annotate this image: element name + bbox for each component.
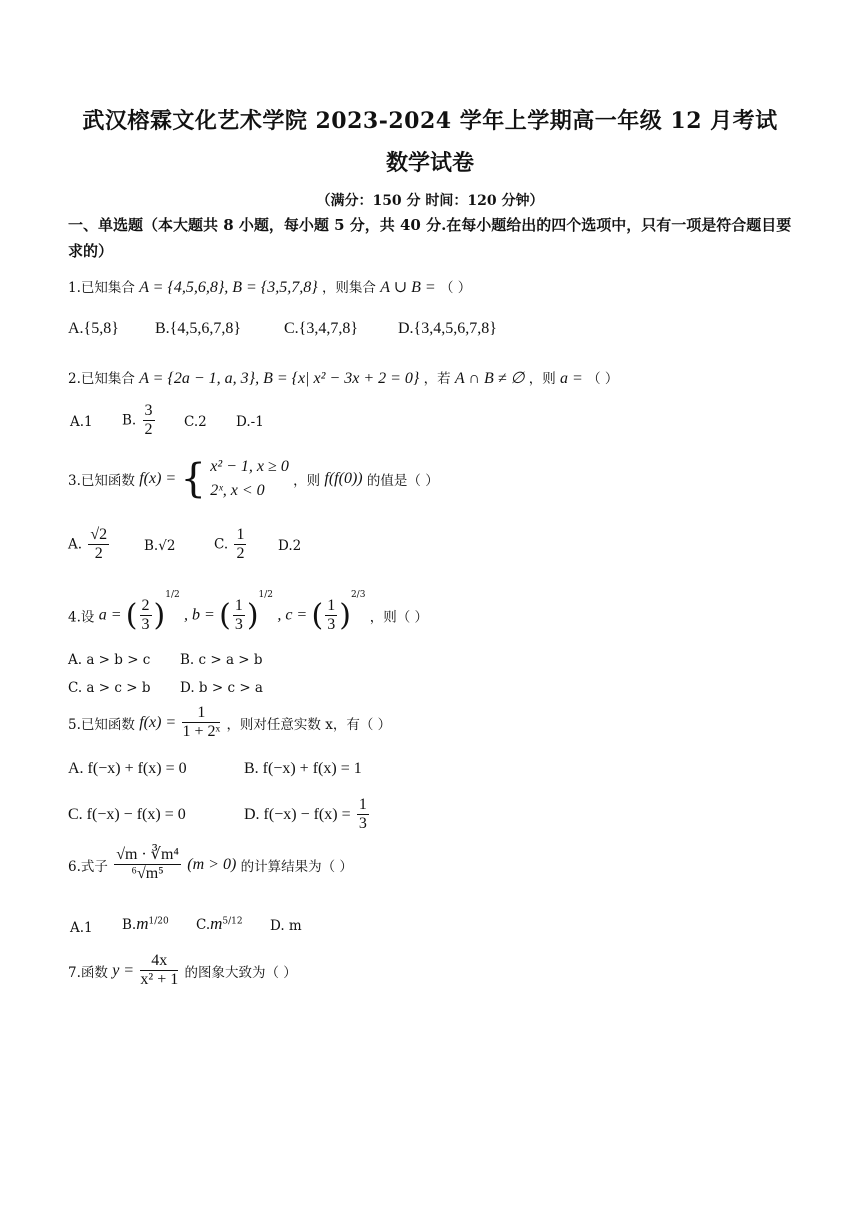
q3-case-1: x² − 1, x ≥ 0: [210, 458, 289, 475]
q6-num: √m · ∛m⁴: [114, 846, 181, 865]
q4-a-exp: 1/2: [165, 590, 180, 600]
q2-option-d: D.-1: [236, 414, 264, 430]
q2-option-b-fraction: [143, 402, 155, 440]
q4-b-rparen: ): [246, 598, 259, 633]
q3-expr: f(f(0)): [324, 470, 363, 487]
q4-option-b: B. c > a > b: [180, 652, 263, 668]
q3-fx: f(x) =: [139, 470, 177, 487]
q6-option-b: [122, 914, 169, 934]
q6-prefix: 6.式子: [68, 858, 108, 875]
q3-option-c: [214, 526, 248, 564]
q4-a-num: 2: [140, 597, 152, 616]
q1-mid: ，则集合: [321, 280, 376, 296]
q3-option-a-fraction: [88, 526, 109, 564]
q5-option-d-den: 3: [358, 815, 367, 833]
q3-case-2: 2ˣ, x < 0: [210, 482, 265, 499]
q5-prefix: 5.已知函数: [68, 716, 135, 733]
q4-suffix: ，则（ ）: [369, 609, 429, 626]
q3-option-c-num: 1: [234, 526, 246, 545]
q5-fx: f(x) =: [139, 713, 177, 731]
q1-sets: A = {4,5,6,8}, B = {3,5,7,8}: [139, 279, 318, 296]
q7-den: x² + 1: [140, 971, 179, 989]
question-3: [68, 455, 439, 503]
q4-b-lparen: (: [219, 598, 231, 633]
q3-option-a-num: √2: [88, 526, 109, 545]
q2-mid: ，若: [423, 371, 451, 387]
q4-b-fraction: [233, 597, 245, 635]
q2-cond: A ∩ B ≠ ∅: [454, 370, 525, 387]
q4-b-exp: 1/2: [258, 590, 274, 600]
q2-var: a =: [560, 370, 583, 387]
q5-option-d-expr: D. f(−x) − f(x) =: [244, 805, 351, 823]
question-7: [68, 952, 297, 990]
q1-option-b: B.{4,5,6,7,8}: [155, 320, 242, 337]
q2-prefix: 2.已知集合: [68, 371, 135, 387]
q3-option-c-label: C.: [214, 536, 229, 553]
q6-suffix: 的计算结果为（ ）: [240, 858, 353, 875]
q2-option-b: [122, 402, 157, 440]
q5-option-d-fraction: [357, 796, 369, 834]
q4-b-num: 1: [233, 597, 245, 616]
q2-mid2: ，则: [528, 371, 556, 387]
question-6: [68, 846, 353, 884]
q2-paren: （ ）: [587, 371, 619, 387]
q2-option-a: A.1: [70, 414, 93, 430]
q7-prefix: 7.函数: [68, 964, 108, 981]
q3-cases: [210, 455, 289, 503]
q3-option-b: B.√2: [144, 538, 176, 554]
q1-paren: （ ）: [440, 280, 472, 296]
question-2: [68, 367, 618, 388]
q1-option-a: A.{5,8}: [68, 320, 119, 337]
q6-option-a: A.1: [70, 920, 93, 936]
question-4: [68, 590, 428, 634]
q3-brace: {: [180, 456, 206, 502]
q2-option-b-num: 3: [143, 402, 155, 421]
q7-num: 4x: [140, 952, 178, 971]
question-5: [68, 704, 391, 742]
q1-option-c: C.{3,4,7,8}: [284, 320, 359, 337]
q4-option-a: A. a > b > c: [68, 652, 151, 668]
q5-fraction: [182, 704, 220, 742]
q4-c-lparen: (: [311, 598, 324, 633]
section-heading: 一、单选题（本大题共 8 小题，每小题 5 分，共 40 分.在每小题给出的四个选项中，只有一项是符合题目要求的）: [68, 216, 792, 260]
q4-c-num: 1: [325, 597, 337, 616]
q4-prefix: 4.设: [68, 609, 95, 626]
q4-option-d: D. b > c > a: [180, 680, 263, 696]
q6-den: ⁶√m⁵: [131, 865, 164, 883]
q4-c-exp: 2/3: [350, 590, 366, 600]
exam-subtitle: 数学试卷: [385, 150, 474, 176]
q3-prefix: 3.已知函数: [68, 473, 135, 489]
q2-sets: A = {2a − 1, a, 3}, B = {x| x² − 3x + 2 = 0}: [139, 370, 420, 387]
q5-den: 1 + 2ˣ: [182, 723, 221, 741]
q3-option-a: [68, 526, 111, 564]
q6-cond: (m > 0): [187, 855, 237, 873]
q7-suffix: 的图象大致为（ ）: [184, 964, 297, 981]
q6-option-c: [196, 914, 243, 934]
q5-option-d-num: 1: [357, 796, 369, 815]
q5-option-b: B. f(−x) + f(x) = 1: [244, 760, 362, 777]
q3-mid: ，则: [293, 473, 321, 489]
q7-fraction: [140, 952, 178, 990]
q4-c-var: , c =: [277, 606, 308, 624]
q4-a-lparen: (: [125, 598, 138, 633]
q2-option-b-label: B.: [122, 412, 137, 429]
q4-a-var: a =: [98, 606, 122, 624]
q5-option-a: A. f(−x) + f(x) = 0: [68, 760, 187, 777]
q4-a-den: 3: [141, 616, 150, 633]
q6-option-c-base: m: [210, 914, 223, 933]
score-time-line: （满分：150 分 时间：120 分钟）: [316, 193, 544, 209]
q4-c-fraction: [325, 597, 337, 635]
q1-prefix: 1.已知集合: [68, 280, 135, 296]
q1-expr: A ∪ B =: [380, 279, 436, 296]
q6-option-c-label: C.: [196, 917, 211, 933]
q6-option-c-exp: 5/12: [222, 916, 243, 927]
q5-option-d: [244, 796, 371, 834]
q4-c-rparen: ): [339, 598, 351, 633]
q6-fraction: [114, 846, 181, 884]
question-1: [68, 276, 471, 297]
q3-option-a-den: 2: [94, 545, 103, 563]
q3-option-c-den: 2: [236, 545, 245, 563]
q7-y: y =: [112, 961, 135, 979]
q4-a-fraction: [140, 597, 152, 635]
q5-option-c: C. f(−x) − f(x) = 0: [68, 806, 186, 823]
q3-option-c-fraction: [234, 526, 246, 564]
q6-option-d: D. m: [270, 918, 302, 934]
q4-b-var: , b =: [184, 606, 215, 624]
q5-suffix: ，则对任意实数 x，有（ ）: [226, 716, 392, 733]
q2-option-b-den: 2: [144, 421, 153, 439]
q6-option-b-base: m: [136, 914, 149, 933]
q6-option-b-exp: 1/20: [148, 916, 169, 927]
q1-option-d: D.{3,4,5,6,7,8}: [398, 320, 497, 337]
q3-option-a-label: A.: [68, 536, 83, 553]
q5-num: 1: [182, 704, 220, 723]
exam-title: 武汉榕霖文化艺术学院 2023-2024 学年上学期高一年级 12 月考试: [82, 108, 778, 134]
q4-c-den: 3: [327, 616, 336, 633]
q4-option-c: C. a > c > b: [68, 680, 151, 696]
q2-option-c: C.2: [184, 414, 207, 430]
q3-option-d: D.2: [278, 538, 302, 554]
q4-b-den: 3: [234, 616, 243, 633]
q3-suffix: 的值是（ ）: [366, 473, 439, 489]
q4-a-rparen: ): [153, 598, 166, 633]
q6-option-b-label: B.: [122, 917, 137, 933]
